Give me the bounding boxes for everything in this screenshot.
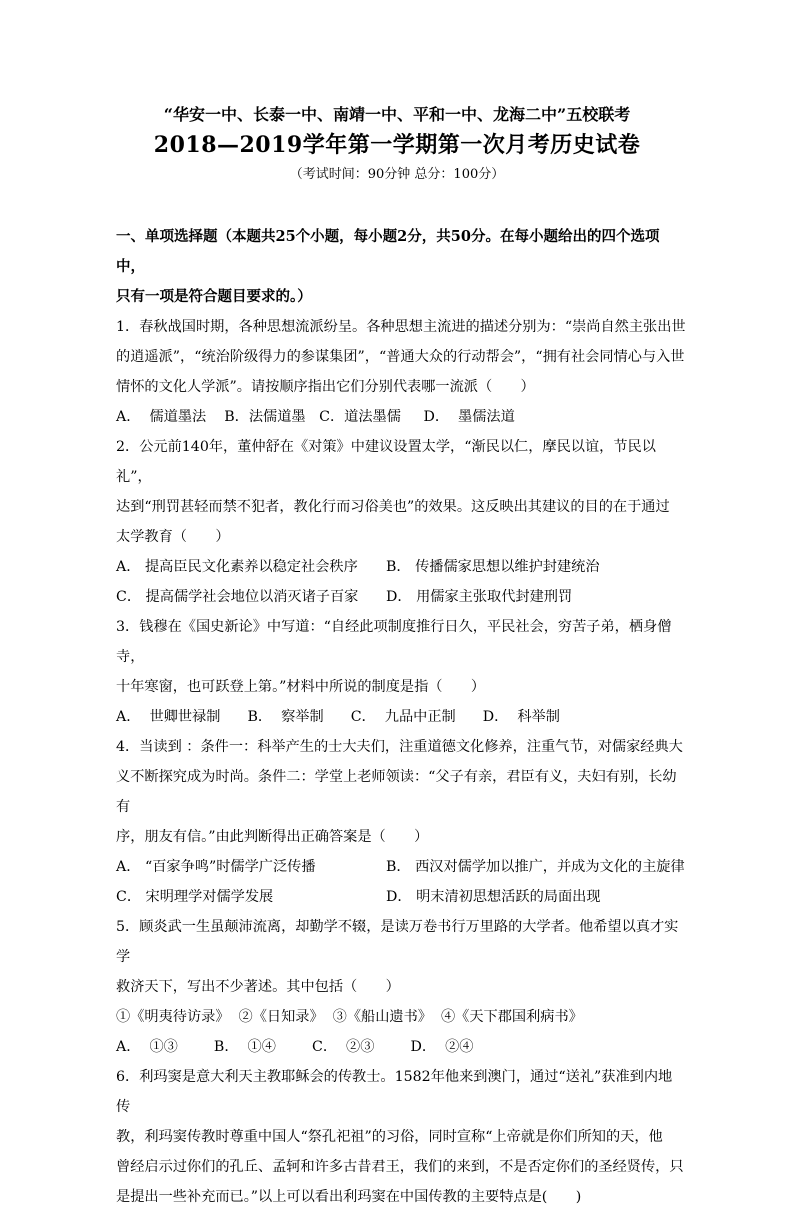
option-a: A． 提高臣民文化素养以稳定社会秩序 <box>116 559 358 575</box>
option-b: B． 西汉对儒学加以推广，并成为文化的主旋律 <box>386 859 685 875</box>
question-text: 1．春秋战国时期，各种思想流派纷呈。各种思想主流进的描述分别为：“崇尚自然主张出世 <box>116 319 686 335</box>
option-d: D． 明末清初思想活跃的局面出现 <box>386 889 601 905</box>
question-text: 4．当读到 ：条件一：科举产生的士大夫们，注重道德文化修养，注重气节，对儒家经典大 <box>116 739 683 755</box>
options-row <box>116 582 686 612</box>
school-union-title: “华安一中、长泰一中、南靖一中、平和一中、龙海二中”五校联考 <box>163 105 631 124</box>
exam-title: 2018—2019学年第一学期第一次月考历史试卷 <box>153 132 641 158</box>
question-text: 6．利玛窦是意大利天主教耶稣会的传教士。1582年他来到澳门，通过“送礼”获准到内地传 <box>116 1069 673 1115</box>
question-text: 5．顾炎武一生虽颠沛流离，却勤学不辍，是读万卷书行万里路的大学者。他希望以真才实学 <box>116 919 679 965</box>
option-b: B． 传播儒家思想以维护封建统治 <box>386 559 600 575</box>
options-row <box>116 552 686 582</box>
question-options: A． 儒道墨法 B．法儒道墨 C．道法墨儒 D． 墨儒法道 <box>116 409 515 425</box>
question-options: A． 世卿世禄制 B． 察举制 C． 九品中正制 D． 科举制 <box>116 709 560 725</box>
question-text: 2．公元前140年，董仲舒在《对策》中建议设置太学，“渐民以仁，摩民以谊，节民以礼”， <box>116 439 656 485</box>
question-4 <box>116 732 686 912</box>
option-d: D． 用儒家主张取代封建刑罚 <box>386 589 573 605</box>
question-text: 太学教育（ ） <box>116 529 230 545</box>
exam-content <box>116 222 686 1212</box>
question-3 <box>116 612 686 732</box>
options-row <box>116 882 686 912</box>
options-row <box>116 852 686 882</box>
option-c: C． 提高儒学社会地位以消灭诸子百家 <box>116 589 359 605</box>
question-text: 十年寒窗，也可跃登上第。”材料中所说的制度是指（ ） <box>116 679 486 695</box>
question-2 <box>116 432 686 612</box>
section-heading-cont: 只有一项是符合题目要求的。） <box>116 288 312 305</box>
question-text: 义不断探究成为时尚。条件二：学堂上老师领读：“父子有亲，君臣有义，夫妇有别，长幼有 <box>116 769 677 815</box>
question-text: 救济天下，写出不少著述。其中包括（ ） <box>116 979 400 995</box>
question-items: ①《明夷待访录》 ②《日知录》 ③《船山遗书》 ④《天下郡国利病书》 <box>116 1009 583 1025</box>
question-options: A． ①③ B． ①④ C． ②③ D． ②④ <box>116 1039 474 1055</box>
question-text: 序，朋友有信。”由此判断得出正确答案是（ ） <box>116 829 429 845</box>
question-6 <box>116 1062 686 1212</box>
exam-info: （考试时间：90分钟 总分：100分） <box>289 167 505 182</box>
option-a: A． “百家争鸣”时儒学广泛传播 <box>116 859 316 875</box>
question-5 <box>116 912 686 1062</box>
question-text: 达到“刑罚甚轻而禁不犯者，教化行而习俗美也”的效果。这反映出其建议的目的在于通过 <box>116 499 670 515</box>
question-text: 的逍遥派”，“统治阶级得力的参谋集团”，“普通大众的行动帮会”，“拥有社会同情心与入世 <box>116 349 685 365</box>
question-text: 是提出一些补充而已。”以上可以看出利玛窦在中国传教的主要特点是( ) <box>116 1189 582 1205</box>
question-text: 情怀的文化人学派”。请按顺序指出它们分别代表哪一流派（ ） <box>116 379 535 395</box>
question-text: 教，利玛窦传教时尊重中国人“祭孔祀祖”的习俗，同时宣称“上帝就是你们所知的天，他 <box>116 1129 663 1145</box>
section-heading: 一、单项选择题（本题共25个小题，每小题2分，共50分。在每小题给出的四个选项中， <box>116 228 660 275</box>
question-text: 曾经启示过你们的孔丘、孟轲和许多古昔君王，我们的来到，不是否定你们的圣经贤传，只 <box>116 1159 684 1175</box>
option-c: C． 宋明理学对儒学发展 <box>116 889 274 905</box>
question-text: 3．钱穆在《国史新论》中写道：“自经此项制度推行日久，平民社会，穷苦子弟，栖身僧寺， <box>116 619 672 665</box>
question-1 <box>116 312 686 432</box>
